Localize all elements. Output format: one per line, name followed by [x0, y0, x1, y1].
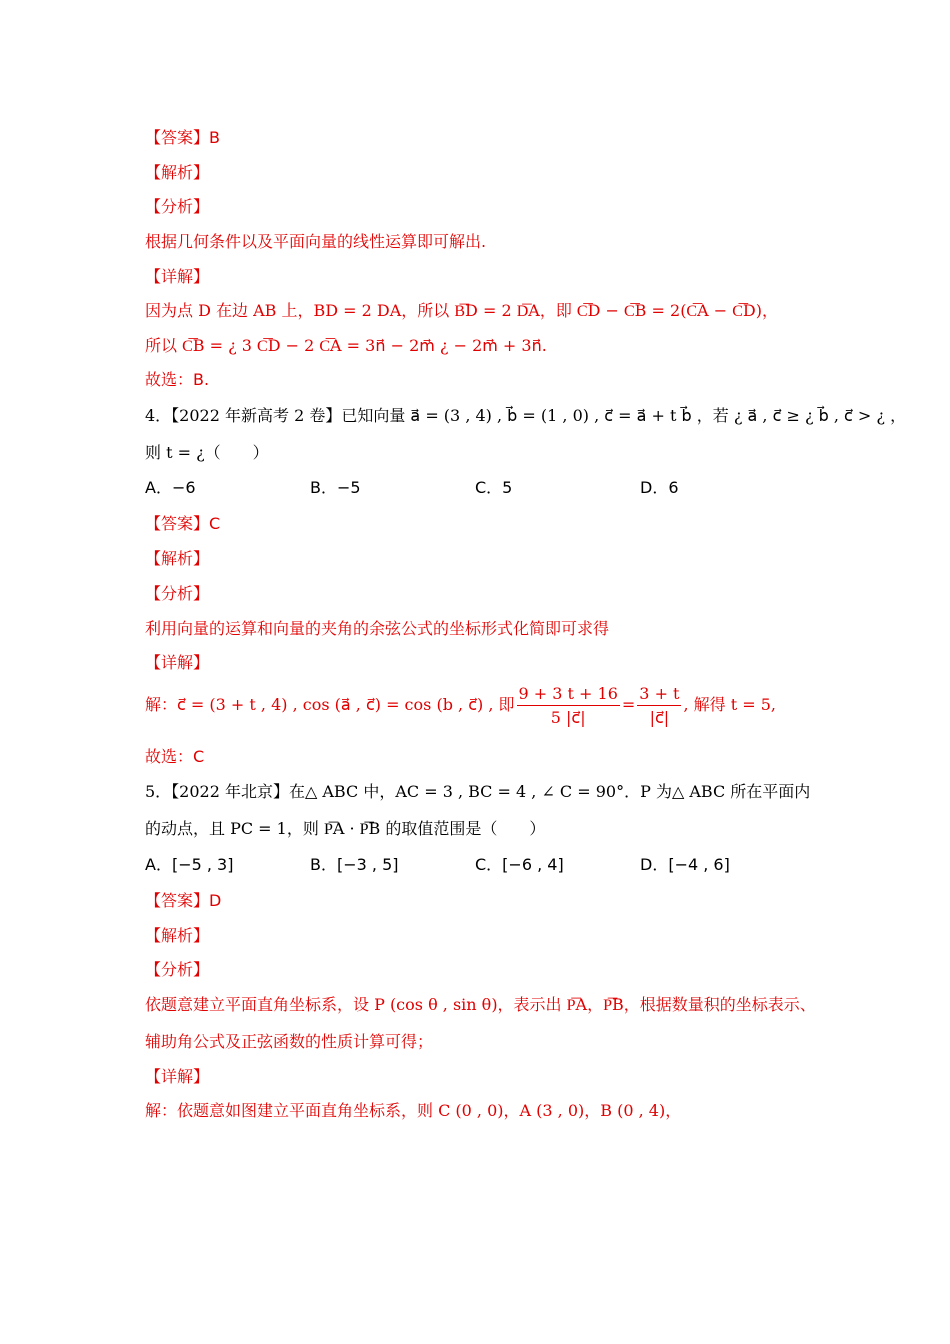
- q4-fraction-right: [637, 684, 681, 727]
- q3-xiangjie-heading: 【详解】: [145, 267, 210, 286]
- q4-detail-suffix: , 解得 t = 5,: [683, 695, 777, 714]
- q5-stem-line1: 5．【2022 年北京】在△ ABC 中，AC = 3 , BC = 4 , ∠ C = 90°．P 为△ ABC 所在平面内: [145, 782, 811, 801]
- q5-option-a: A．[−5 , 3]: [145, 855, 234, 874]
- q4-option-c: C．5: [475, 478, 513, 497]
- q5-jiexi-heading: 【解析】: [145, 926, 210, 945]
- q3-fenxi-heading: 【分析】: [145, 197, 210, 216]
- q5-xiangjie-heading: 【详解】: [145, 1067, 210, 1086]
- q5-fenxi-heading: 【分析】: [145, 960, 210, 979]
- q4-fraction-right-numerator: 3 + t: [637, 684, 681, 706]
- q5-option-b: B．[−3 , 5]: [310, 855, 399, 874]
- q4-xiangjie-heading: 【详解】: [145, 653, 210, 672]
- q4-option-d: D．6: [640, 478, 679, 497]
- q4-stem-line1: 4．【2022 年新高考 2 卷】已知向量 a⃗ = (3 , 4) , b⃗ = (1 , 0) , c⃗ = a⃗ + t b⃗ ，若 ¿ a⃗ , c⃗ ≥ ¿ b⃗ , c⃗ > ¿ ，: [145, 406, 907, 425]
- q3-analysis: 根据几何条件以及平面向量的线性运算即可解出.: [145, 232, 487, 251]
- q5-answer: 【答案】D: [145, 891, 222, 910]
- q4-equals: =: [621, 695, 636, 714]
- q4-fraction-right-denominator: |c⃗|: [649, 708, 670, 727]
- q3-detail-line2: 所以 C͞B = ¿ 3 C͞D − 2 C͞A = 3n⃗ − 2m⃗ ¿ − 2m⃗ + 3n⃗.: [145, 336, 547, 355]
- q3-detail-line1: 因为点 D 在边 AB 上，BD = 2 DA，所以 B͞D = 2 D͞A，即 C͞D − C͞B = 2(C͞A − C͞D)，: [145, 301, 778, 320]
- q4-detail-prefix: 解：c⃗ = (3 + t , 4) , cos (a⃗ , c⃗) = cos (b , c⃗) , 即: [145, 695, 515, 714]
- q4-detail: [145, 684, 776, 727]
- q4-conclusion: 故选：C: [145, 747, 205, 766]
- q4-fenxi-heading: 【分析】: [145, 584, 210, 603]
- q4-analysis: 利用向量的运算和向量的夹角的余弦公式的坐标形式化简即可求得: [145, 619, 610, 638]
- q3-jiexi-heading: 【解析】: [145, 163, 210, 182]
- q5-analysis-line1: 依题意建立平面直角坐标系，设 P (cos θ , sin θ)，表示出 P͞A，P͞B，根据数量积的坐标表示、: [145, 995, 816, 1014]
- q5-detail: 解：依题意如图建立平面直角坐标系，则 C (0 , 0)，A (3 , 0)，B (0 , 4)，: [145, 1101, 682, 1120]
- q5-stem-line2: 的动点，且 PC = 1，则 P͞A · P͞B 的取值范围是（ ）: [145, 819, 546, 838]
- q4-option-b: B．−5: [310, 478, 361, 497]
- q3-conclusion: 故选：B.: [145, 370, 210, 389]
- q4-fraction-left-denominator: 5 |c⃗|: [550, 708, 586, 727]
- q4-option-a: A．−6: [145, 478, 196, 497]
- q5-analysis-line2: 辅助角公式及正弦函数的性质计算可得；: [145, 1032, 434, 1051]
- q5-option-c: C．[−6 , 4]: [475, 855, 564, 874]
- q4-answer: 【答案】C: [145, 514, 221, 533]
- q4-fraction-left-numerator: 9 + 3 t + 16: [517, 684, 620, 706]
- q5-option-d: D．[−4 , 6]: [640, 855, 730, 874]
- q4-fraction-left: [517, 684, 620, 727]
- q4-stem-line2: 则 t = ¿（ ）: [145, 443, 269, 462]
- q4-jiexi-heading: 【解析】: [145, 549, 210, 568]
- q3-answer: 【答案】B: [145, 128, 220, 147]
